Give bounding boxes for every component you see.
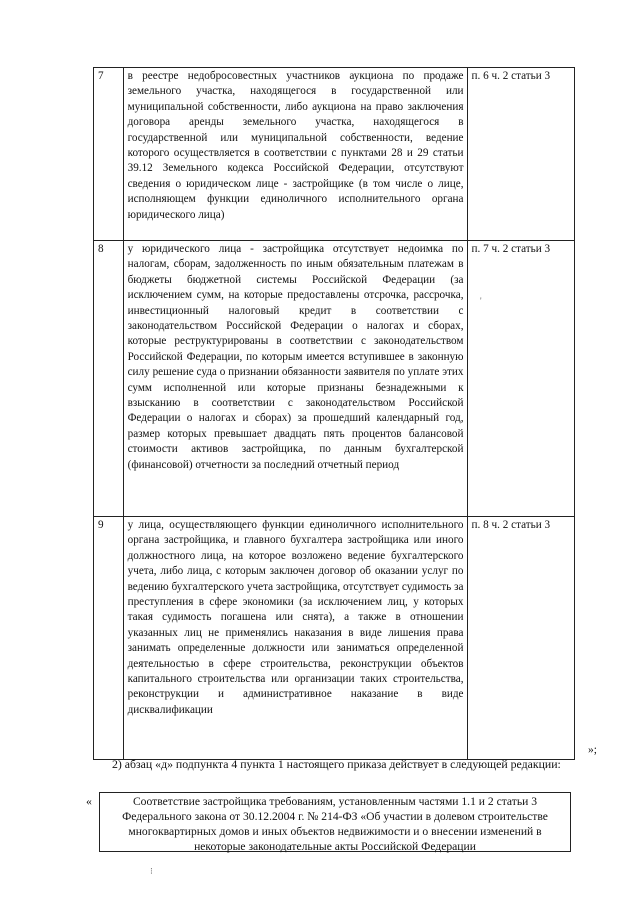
row-requirement-text: у лица, осуществляющего функции единоличного исполнительного органа застройщика, и главного бухгалтера застройщика или иного должностного лица, на которое возложено ведение бухгалтерского учета, либо лица, с которым заключен договор об оказании услуг по ведению бухгалтерского учета застройщика, отсутствует судимость за преступления в сфере экономики (за исключением лиц, у которых такая судимость погашена или снята), а также в отношении указанных лиц не применялись наказания в виде лишения права занимать определенные должности или заниматься определенной деятельностью в сфере строительства, реконструкции объектов капитального строительства или организации таких строительства, реконструкции и административное наказание в виде дисквалификации [123, 517, 467, 760]
row-number: 9 [94, 517, 124, 760]
scan-speck: ' [480, 296, 482, 306]
row-legal-reference: п. 8 ч. 2 статьи 3 [467, 517, 574, 760]
row-requirement-text: у юридического лица - застройщика отсутствует недоимка по налогам, сборам, задолженность по иным обязательным платежам в бюджеты бюджетной системы Российской Федерации (за исключением сумм, на которые предоставлены отсрочка, рассрочка, инвестиционный налоговый кредит в соответствии с законодательством Российской Федерации о налогах и сборах, которые реструктурированы в соответствии с законодательством Российской Федерации, по которым имеется вступившее в законную силу решение суда о признании обязанности заявителя по уплате этих сумм исполненной или которые признаны безнадежными к взысканию в соответствии с законодательством Российской Федерации о налогах и сборах) за прошедший календарный год, размер которых превышает двадцать пять процентов балансовой стоимости активов застройщика, по данным бухгалтерской (финансовой) отчетности за последний отчетный период [123, 241, 467, 517]
table-row [94, 241, 575, 517]
quoted-table-cell: Соответствие застройщика требованиям, установленным частями 1.1 и 2 статьи 3 Федерального закона от 30.12.2004 г. № 214-ФЗ «Об участии в долевом строительстве многоквартирных домов и иных объектов недвижимости и о внесении изменений в некоторые законодательные акты Российской Федерации [99, 792, 571, 852]
table-closing-quote: »; [588, 744, 597, 756]
table-row [94, 517, 575, 760]
row-legal-reference: п. 6 ч. 2 статьи 3 [467, 68, 574, 241]
opening-quote-mark: « [86, 794, 92, 808]
row-number: 8 [94, 241, 124, 517]
row-legal-reference: п. 7 ч. 2 статьи 3 [467, 241, 574, 517]
requirements-table [93, 67, 575, 760]
scan-speck: ⁝ [150, 866, 153, 876]
table-row [94, 68, 575, 241]
amendment-paragraph: 2) абзац «д» подпункта 4 пункта 1 настоящего приказа действует в следующей редакции: [112, 757, 561, 771]
row-number: 7 [94, 68, 124, 241]
row-requirement-text: в реестре недобросовестных участников аукциона по продаже земельного участка, находящегося в государственной или муниципальной собственности, либо аукциона на право заключения договора аренды земельного участка, находящегося в государственной или муниципальной собственности, ведение которого осуществляется в соответствии с пунктами 28 и 29 статьи 39.12 Земельного кодекса Российской Федерации, отсутствуют сведения о юридическом лице - застройщике (в том числе о лице, исполняющем функции единоличного исполнительного органа юридического лица) [123, 68, 467, 241]
